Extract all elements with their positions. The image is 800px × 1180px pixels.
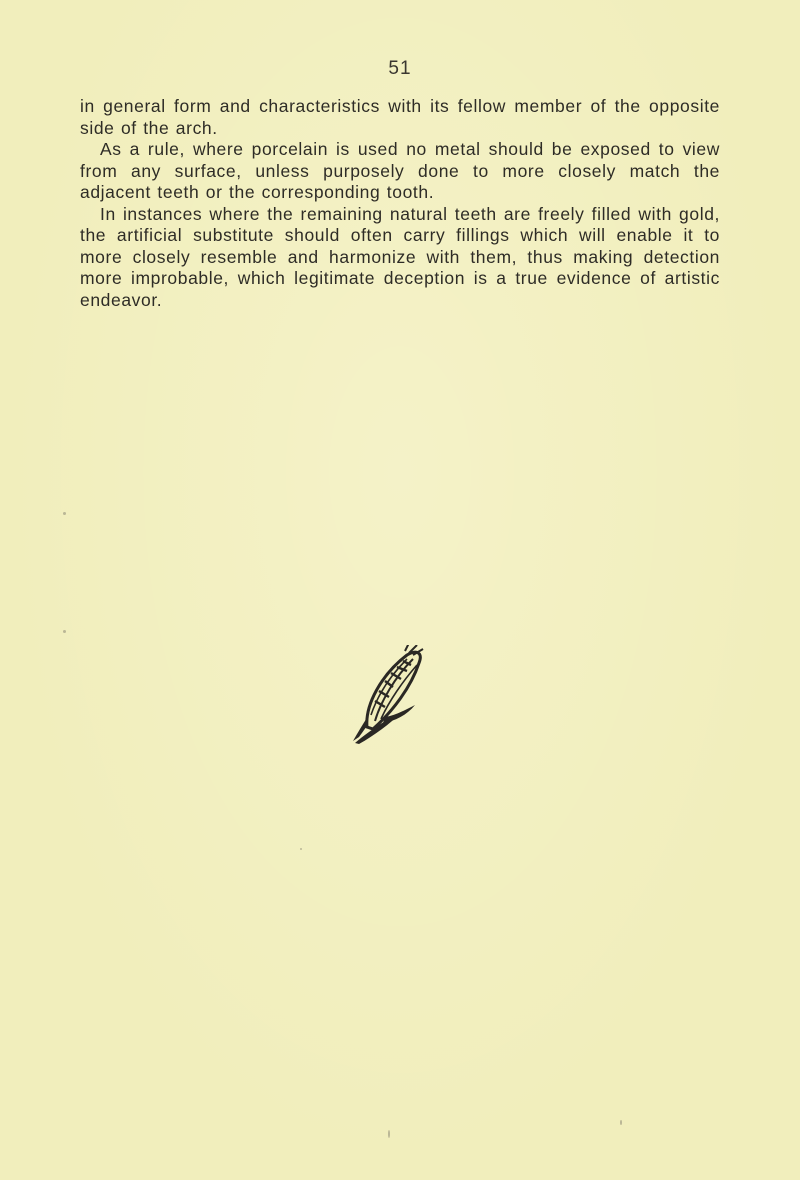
paper-speck bbox=[620, 1120, 622, 1125]
paper-speck bbox=[63, 512, 66, 515]
paragraph: In instances where the remaining natural teeth are freely filled with gold, the artificial substitute should often carry fillings which will enable it to more closely resemble and harmonize with them, thus making detection more improbable, which legitimate deception is a true evidence of artistic endeavor. bbox=[80, 203, 720, 310]
paragraph: in general form and characteristics with its fellow member of the opposite side of the arch. bbox=[80, 96, 720, 138]
paragraph: As a rule, where porcelain is used no metal should be exposed to view from any surface, unless purposely done to more closely match the adjacent teeth or the corresponding tooth. bbox=[80, 139, 720, 202]
body-text bbox=[80, 96, 720, 311]
paper-speck bbox=[300, 848, 302, 850]
page-number: 51 bbox=[388, 58, 412, 79]
paper-speck bbox=[388, 1130, 390, 1138]
paper-speck bbox=[63, 630, 66, 633]
corn-ear-icon bbox=[345, 645, 425, 745]
